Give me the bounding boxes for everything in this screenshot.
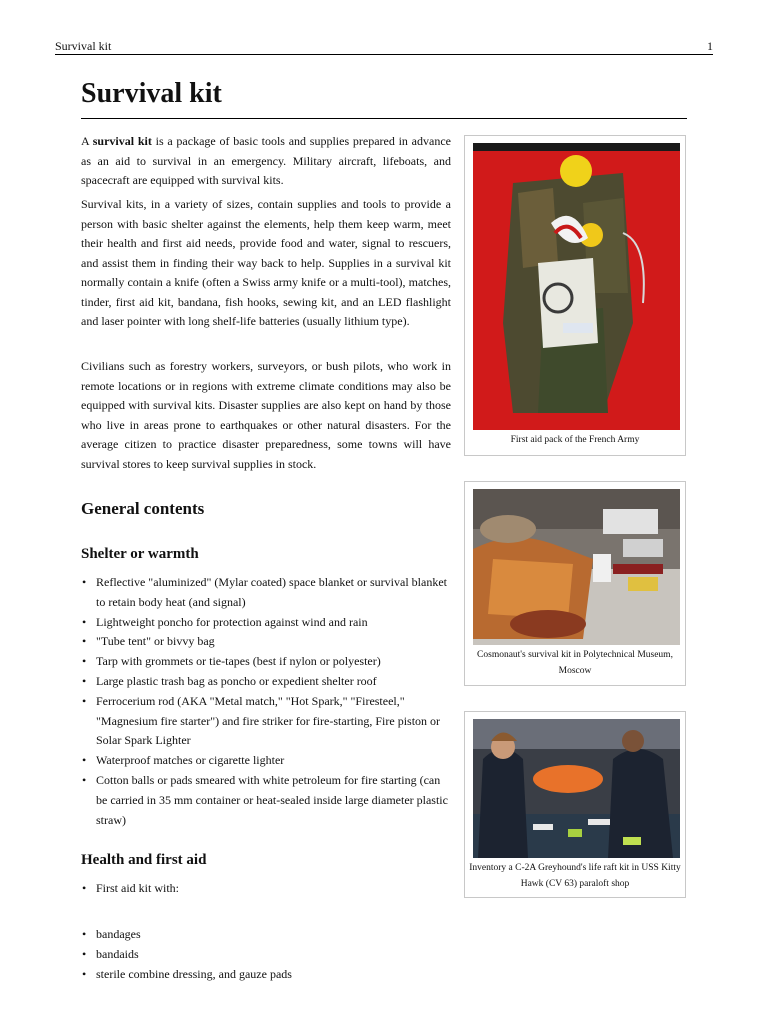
health-list: [81, 879, 451, 899]
first-aid-sublist: [81, 925, 451, 984]
list-item: • Ferrocerium rod (AKA "Metal match," "Hot Spark," "Firesteel," "Magnesium fire starter") and fire striker for fire-starting, Fire piston or Solar Spark Lighter: [81, 692, 451, 751]
running-header-title: Survival kit: [55, 39, 112, 53]
list-item: • Large plastic trash bag as poncho or expedient shelter roof: [81, 672, 451, 692]
intro-paragraph-2-text: Survival kits, in a variety of sizes, contain supplies and tools to provide a person with basic shelter against the elements, help them keep warm, meet their health and first aid needs, provide food and water, signal to rescuers, and assist them in finding their way back to help. Supplies in a survival kit normally contain a knife (often a Swiss army knife or a multi-tool), matches, tinder, first aid kit, bandana, fish hooks, sewing kit, and an LED flashlight and laser pointer with long shelf-life batteries (usually lithium type).: [81, 197, 451, 328]
list-item: • bandaids: [81, 945, 451, 965]
section-heading-general-contents: General contents: [81, 499, 205, 518]
list-item: • Cotton balls or pads smeared with white petroleum for fire starting (can be carried in 35 mm container or heat-sealed inside large diameter plastic straw): [81, 771, 451, 830]
subsection-heading-health: Health and first aid: [81, 852, 207, 868]
list-item: • Reflective "aluminized" (Mylar coated) space blanket or survival blanket to retain body heat (and signal): [81, 573, 451, 613]
life-raft-inventory-photo: [473, 719, 680, 858]
list-item: • "Tube tent" or bivvy bag: [81, 632, 451, 652]
list-item: • Tarp with grommets or tie-tapes (best if nylon or polyester): [81, 652, 451, 672]
figure-french-army-pack: [464, 135, 686, 456]
intro-rest: is a package of basic tools and supplies prepared in advance as an aid to survival in an emergency. Military aircraft, lifeboats, and spacecraft are equipped with survival kits.: [81, 134, 451, 187]
figure-caption: First aid pack of the French Army: [510, 435, 640, 445]
list-item: • Lightweight poncho for protection against wind and rain: [81, 613, 451, 633]
page-number: 1: [707, 39, 713, 53]
figure-caption: Cosmonaut's survival kit in Polytechnical Museum, Moscow: [477, 650, 673, 676]
figure-cosmonaut-kit: [464, 481, 686, 686]
list-item: • First aid kit with:: [81, 879, 451, 899]
page-title: Survival kit: [81, 78, 222, 109]
figure-life-raft-inventory: [464, 711, 686, 898]
figure-caption: Inventory a C-2A Greyhound's life raft kit in USS Kitty Hawk (CV 63) paraloft shop: [469, 863, 681, 889]
intro-paragraph-3-text: Civilians such as forestry workers, surveyors, or bush pilots, who work in remote locations or in regions with extreme climate conditions may also be equipped with survival kits. Disaster supplies are also kept on hand by those who live in areas prone to earthquakes or other natural disasters. For the average citizen to practice disaster preparedness, some towns will have survival stores to keep survival supplies in stock.: [81, 359, 451, 471]
title-rule: [81, 118, 687, 119]
intro-paragraph-3: [81, 357, 451, 474]
intro-bold-term: survival kit: [92, 134, 152, 148]
list-item: • Waterproof matches or cigarette lighter: [81, 751, 451, 771]
shelter-list: [81, 573, 451, 830]
list-item: • sterile combine dressing, and gauze pads: [81, 965, 451, 985]
list-item: • bandages: [81, 925, 451, 945]
subsection-heading-shelter: Shelter or warmth: [81, 546, 199, 562]
first-aid-pack-photo: [473, 143, 680, 430]
intro-paragraph-1: [81, 132, 451, 191]
intro-lead: A: [81, 134, 93, 148]
cosmonaut-kit-photo: [473, 489, 680, 645]
header-rule: [55, 54, 713, 55]
intro-paragraph-2: [81, 195, 451, 332]
